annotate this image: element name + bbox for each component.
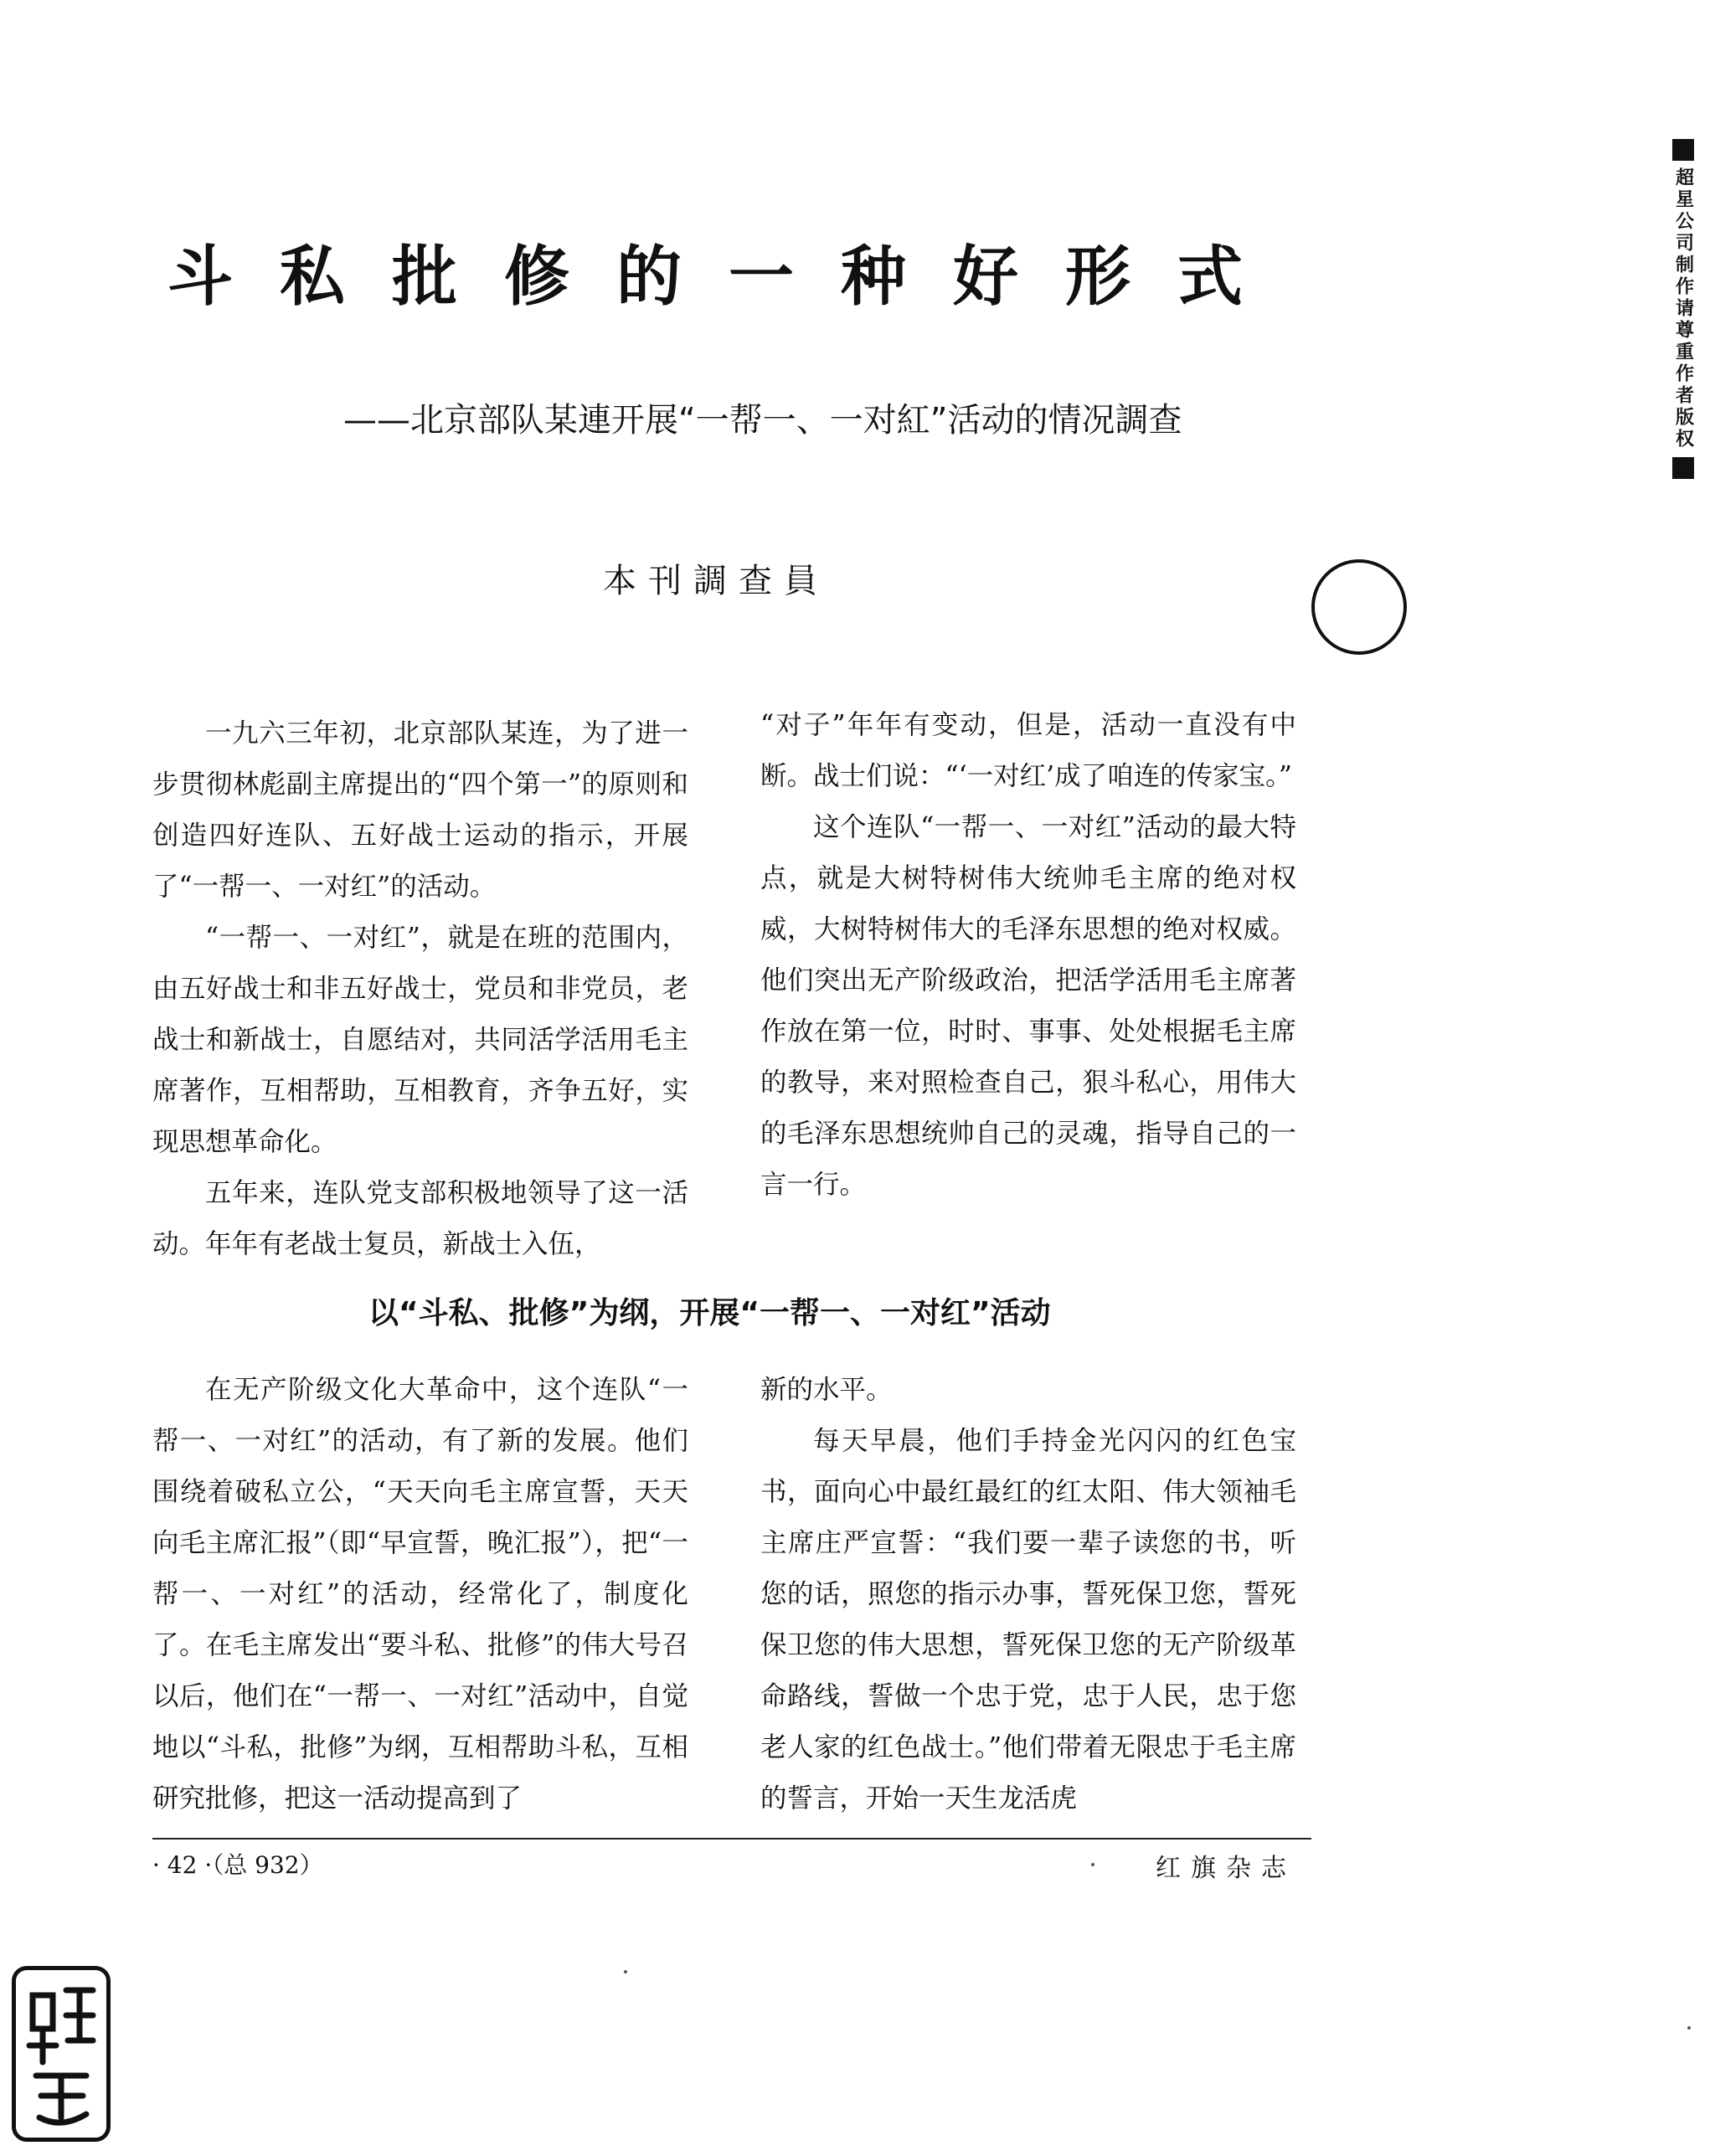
journal-name: 红旗杂志 <box>1156 1854 1296 1883</box>
paragraph: 一九六三年初，北京部队某连，为了进一步贯彻林彪副主席提出的“四个第一”的原则和创造四好连队、五好战士运动的指示，开展了“一帮一、一对红”的活动。 <box>152 718 688 902</box>
section-heading: 以“斗私、批修”为纲，开展“一帮一、一对红”活动 <box>368 1296 1051 1330</box>
copyright-banner <box>1665 139 1702 591</box>
section1-left-column <box>152 708 688 1270</box>
article-byline: 本刊調查員 <box>603 562 829 600</box>
article-subtitle: ——北京部队某連开展“一帮一、一对紅”活动的情况調查 <box>343 401 1182 440</box>
section2-left-column <box>152 1365 688 1824</box>
scan-speck <box>1091 1863 1094 1866</box>
page-number: · 42 ·（总 932） <box>152 1851 323 1879</box>
article-title: 斗私批修的一种好形式 <box>167 239 1290 315</box>
paragraph: 新的水平。 <box>760 1375 893 1405</box>
scan-speck <box>624 1970 627 1973</box>
paragraph: “一帮一、一对红”，就是在班的范围内，由五好战士和非五好战士，党员和非党员，老战士和新战士，自愿结对，共同活学活用毛主席著作，互相帮助，互相教育，齐争五好，实现思想革命化。 <box>152 923 688 1157</box>
section2-right-column <box>760 1365 1296 1824</box>
section1-right-column <box>760 700 1296 1211</box>
banner-bar-bottom <box>1672 457 1694 479</box>
paragraph: “对子”年年有变动，但是，活动一直没有中断。战士们说：“‘一对红’成了咱连的传家宝。” <box>760 710 1296 791</box>
seal-glyph-icon <box>16 1970 106 2138</box>
paragraph: 五年来，连队党支部积极地领导了这一活动。年年有老战士复员，新战士入伍， <box>152 1178 688 1259</box>
seal-logo <box>12 1966 111 2142</box>
banner-text: 超星公司制作请尊重作者版权 <box>1672 167 1694 450</box>
paragraph: 每天早晨，他们手持金光闪闪的红色宝书，面向心中最红最红的红太阳、伟大领袖毛主席庄严宣誓：“我们要一辈子读您的书，听您的话，照您的指示办事，誓死保卫您，誓死保卫您的伟大思想，誓死保卫您的无产阶级革命路线，誓做一个忠于党，忠于人民，忠于您老人家的红色战士。”他们带着无限忠于毛主席的誓言，开始一天生龙活虎 <box>760 1426 1296 1814</box>
banner-bar-top <box>1672 139 1694 161</box>
circle-stamp <box>1311 559 1407 655</box>
footer-rule <box>152 1838 1311 1840</box>
paragraph: 在无产阶级文化大革命中，这个连队“一帮一、一对红”的活动，有了新的发展。他们围绕着破私立公，“天天向毛主席宣誓，天天向毛主席汇报”（即“早宣誓，晚汇报”），把“一帮一、一对红”的活动，经常化了，制度化了。在毛主席发出“要斗私、批修”的伟大号召以后，他们在“一帮一、一对红”活动中，自觉地以“斗私，批修”为纲，互相帮助斗私，互相研究批修，把这一活动提高到了 <box>152 1375 688 1814</box>
paragraph: 这个连队“一帮一、一对红”活动的最大特点，就是大树特树伟大统帅毛主席的绝对权威，大树特树伟大的毛泽东思想的绝对权威。他们突出无产阶级政治，把活学活用毛主席著作放在第一位，时时、事事、处处根据毛主席的教导，来对照检查自己，狠斗私心，用伟大的毛泽东思想统帅自己的灵魂，指导自己的一言一行。 <box>760 812 1296 1200</box>
scan-speck <box>1687 2026 1691 2030</box>
